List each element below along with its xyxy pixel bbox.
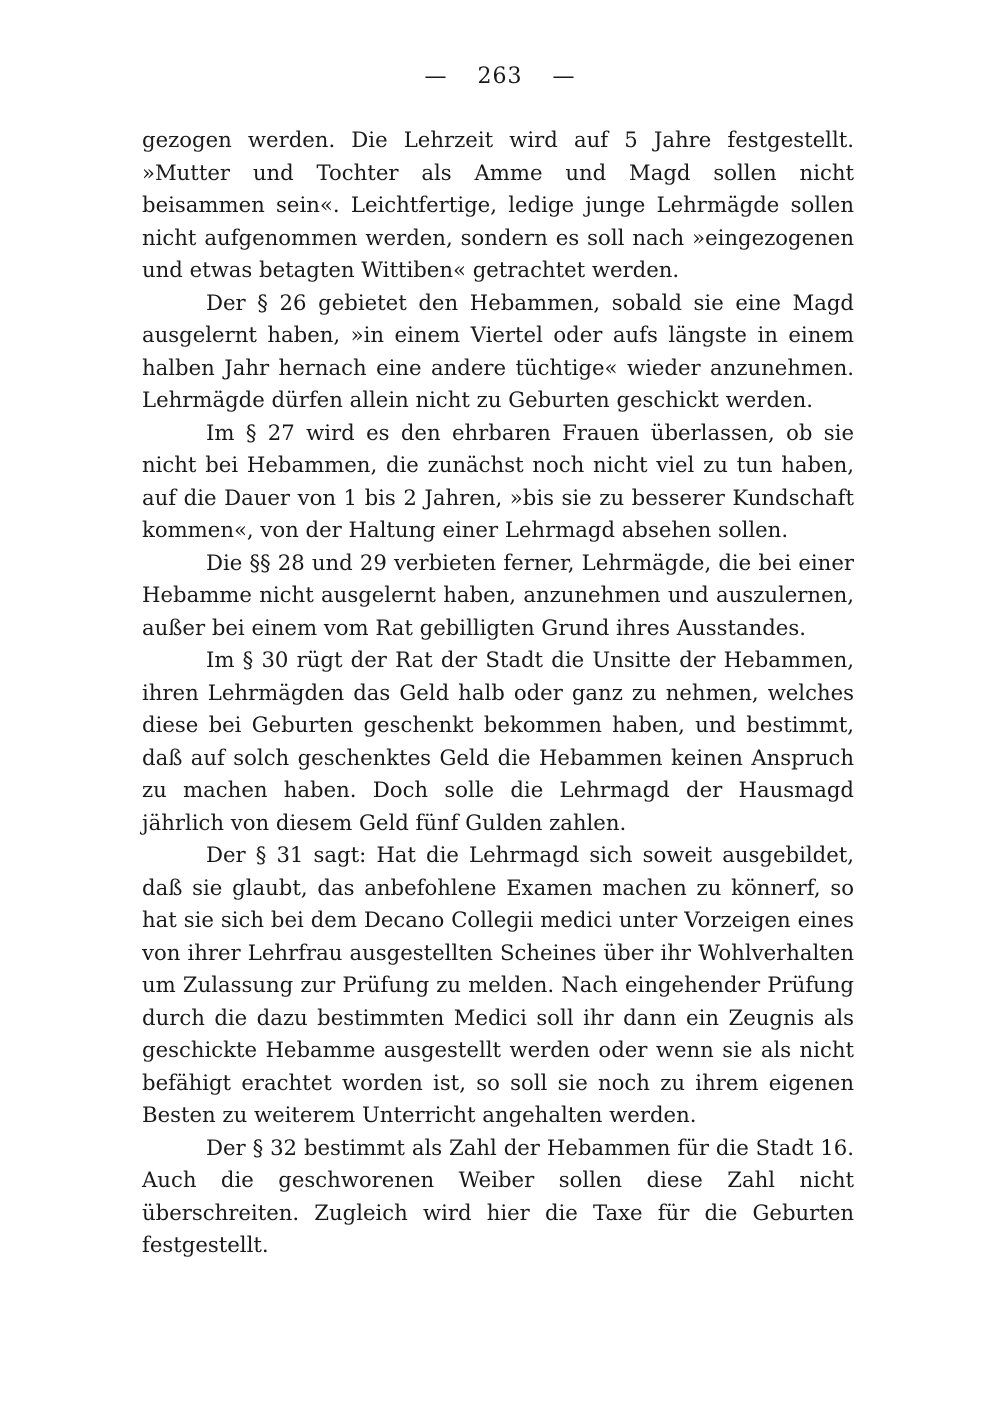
paragraph-section-31: Der § 31 sagt: Hat die Lehrmagd sich soweit ausgebildet, daß sie glaubt, das anbefohlene Examen machen zu könnerf, so hat sie sich bei dem Decano Collegii medici unter Vorzeigen eines von ihrer Lehrfrau ausgestellten Scheines über ihr Wohlverhalten um Zulassung zur Prüfung zu melden. Nach eingehender Prüfung durch die dazu bestimmten Medici soll ihr dann ein Zeugnis als geschickte Hebamme ausgestellt werden oder wenn sie als nicht befähigt erachtet worden ist, so soll sie noch zu ihrem eigenen Besten zu weiterem Unterricht angehalten werden. xyxy=(142,842,854,1127)
paragraph-section-27: Im § 27 wird es den ehrbaren Frauen überlassen, ob sie nicht bei Hebammen, die zunächst noch nicht viel zu tun haben, auf die Dauer von 1 bis 2 Jahren, »bis sie zu besserer Kundschaft kommen«, von der Haltung einer Lehrmagd absehen sollen. xyxy=(142,419,854,542)
body-text xyxy=(142,124,854,1262)
page-header xyxy=(0,64,1000,89)
header-right-dash: — xyxy=(552,64,576,89)
paragraph-section-32: Der § 32 bestimmt als Zahl der Hebammen für die Stadt 16. Auch die geschworenen Weiber sollen diese Zahl nicht überschreiten. Zugleich wird hier die Taxe für die Geburten festgestellt. xyxy=(142,1134,854,1257)
paragraph-section-28-29: Die §§ 28 und 29 verbieten ferner, Lehrmägde, die bei einer Hebamme nicht ausgelernt haben, anzunehmen und auszulernen, außer bei einem vom Rat gebilligten Grund ihres Ausstandes. xyxy=(142,549,854,640)
paragraph-continuation: gezogen werden. Die Lehrzeit wird auf 5 Jahre festgestellt. »Mutter und Tochter als Amme und Magd sollen nicht beisammen sein«. Leichtfertige, ledige junge Lehrmägde sollen nicht aufgenommen werden, sondern es soll nach »eingezogenen und etwas betagten Wittiben« getrachtet werden. xyxy=(142,127,854,282)
paragraph-section-30: Im § 30 rügt der Rat der Stadt die Unsitte der Hebammen, ihren Lehrmägden das Geld halb oder ganz zu nehmen, welches diese bei Geburten geschenkt bekommen haben, und bestimmt, daß auf solch geschenktes Geld die Hebammen keinen Anspruch zu machen haben. Doch solle die Lehrmagd der Hausmagd jährlich von diesem Geld fünf Gulden zahlen. xyxy=(142,647,854,835)
page-number: 263 xyxy=(477,64,523,89)
header-left-dash: — xyxy=(424,64,448,89)
paragraph-section-26: Der § 26 gebietet den Hebammen, sobald sie eine Magd ausgelernt haben, »in einem Viertel oder aufs längste in einem halben Jahr hernach eine andere tüchtige« wieder anzunehmen. Lehrmägde dürfen allein nicht zu Geburten geschickt werden. xyxy=(142,289,854,412)
